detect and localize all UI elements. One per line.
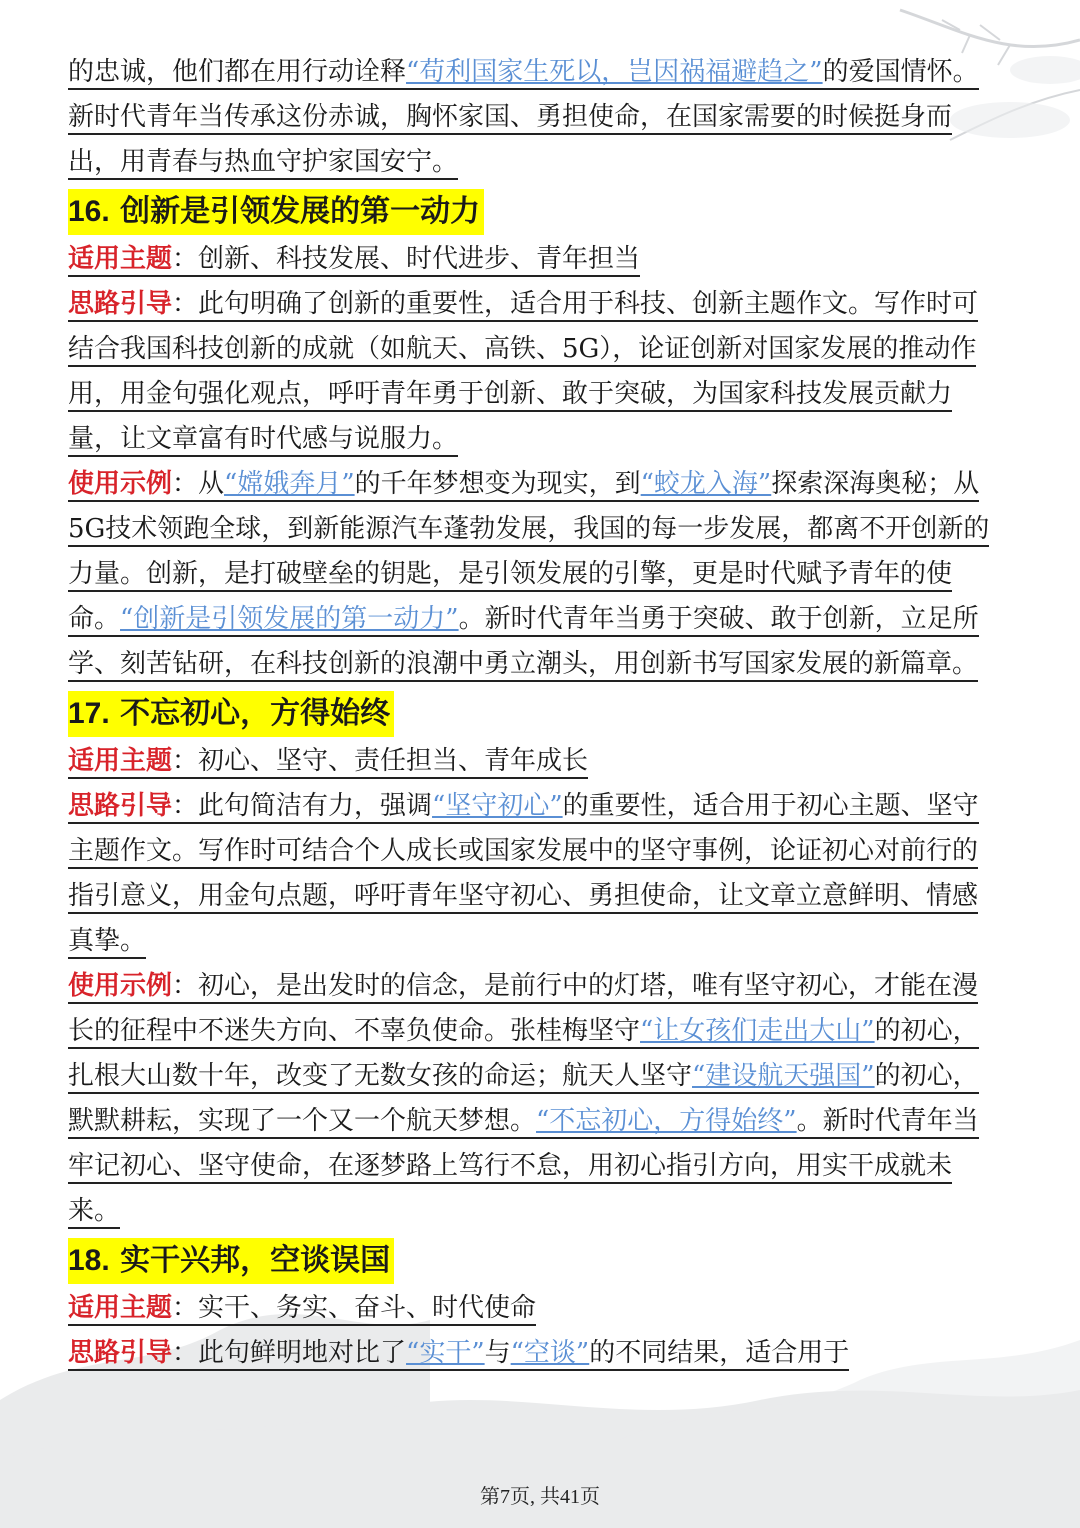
section-18-title: 实干兴邦，空谈误国 bbox=[120, 1243, 391, 1278]
section-18-guide bbox=[68, 1331, 996, 1376]
section-16 bbox=[68, 185, 996, 687]
section-18-topic bbox=[68, 1286, 996, 1331]
example-quote-2: “蛟龙入海” bbox=[640, 469, 772, 499]
topic-label: 适用主题 bbox=[68, 746, 173, 776]
intro-text-2: 的爱国情怀。新时代青年当传承这份赤诚，胸怀家国、勇担使命，在国家需要的时候挺身而出，用青春与热血守护家国安宁。 bbox=[68, 57, 979, 177]
section-18-heading bbox=[68, 1238, 394, 1284]
intro-paragraph bbox=[68, 50, 996, 185]
example-text-1: ：从 bbox=[172, 469, 225, 499]
section-16-example bbox=[68, 462, 996, 687]
guide-text-1: ：此句简洁有力，强调 bbox=[172, 791, 433, 821]
guide-label: 思路引导 bbox=[68, 791, 173, 821]
section-16-title: 创新是引领发展的第一动力 bbox=[120, 194, 481, 229]
page-number: 第7页, 共41页 bbox=[480, 1486, 600, 1508]
section-16-topic bbox=[68, 237, 996, 282]
guide-text: ：此句明确了创新的重要性，适合用于科技、创新主题作文。写作时可结合我国科技创新的成就（如航天、高铁、5G），论证创新对国家发展的推动作用，用金句强化观点，呼吁青年勇于创新、敢于突破，为国家科技发展贡献力量，让文章富有时代感与说服力。 bbox=[68, 289, 979, 454]
example-text-2: 的千年梦想变为现实，到 bbox=[354, 469, 641, 499]
example-quote-1: “让女孩们走出大山” bbox=[640, 1016, 875, 1046]
section-17-example bbox=[68, 964, 996, 1234]
intro-text-1: 的忠诚，他们都在用行动诠释 bbox=[68, 57, 407, 87]
section-17-guide bbox=[68, 784, 996, 964]
section-16-heading bbox=[68, 189, 484, 235]
section-16-number: 16. bbox=[68, 195, 110, 228]
section-17 bbox=[68, 687, 996, 1234]
document-body bbox=[68, 50, 996, 1376]
example-text-2: 的初心，扎根大山数十年，改变了无数女孩的命运；航天人坚守 bbox=[68, 1016, 979, 1091]
topic-label: 适用主题 bbox=[68, 244, 173, 274]
section-17-number: 17. bbox=[68, 697, 110, 730]
guide-text-2: 与 bbox=[484, 1338, 511, 1368]
example-label: 使用示例 bbox=[68, 971, 173, 1001]
section-16-guide bbox=[68, 282, 996, 462]
example-text-1: ：初心，是出发时的信念，是前行中的灯塔，唯有坚守初心，才能在漫长的征程中不迷失方向、不辜负使命。张桂梅坚守 bbox=[68, 971, 979, 1046]
example-quote-1: “嫦娥奔月” bbox=[224, 469, 355, 499]
topic-label: 适用主题 bbox=[68, 1293, 173, 1323]
guide-quote-1: “坚守初心” bbox=[432, 791, 563, 821]
guide-text-1: ：此句鲜明地对比了 bbox=[172, 1338, 407, 1368]
example-text-4: 。新时代青年当牢记初心、坚守使命，在逐梦路上笃行不怠，用初心指引方向，用实干成就未来。 bbox=[68, 1106, 979, 1226]
intro-quote: “苟利国家生死以，岂因祸福避趋之” bbox=[406, 57, 823, 87]
guide-text-3: 的不同结果，适合用于 bbox=[589, 1338, 850, 1368]
section-18-number: 18. bbox=[68, 1244, 110, 1277]
guide-text-2: 的重要性，适合用于初心主题、坚守主题作文。写作时可结合个人成长或国家发展中的坚守事例，论证初心对前行的指引意义，用金句点题，呼吁青年坚守初心、勇担使命，让文章立意鲜明、情感真挚。 bbox=[68, 791, 979, 956]
section-18 bbox=[68, 1234, 996, 1376]
topic-text: ：实干、务实、奋斗、时代使命 bbox=[172, 1293, 537, 1323]
section-17-topic bbox=[68, 739, 996, 784]
example-text-4: 。新时代青年当勇于突破、敢于创新，立足所学、刻苦钻研，在科技创新的浪潮中勇立潮头，用创新书写国家发展的新篇章。 bbox=[68, 604, 979, 679]
section-17-heading bbox=[68, 691, 394, 737]
guide-quote-1: “实干” bbox=[406, 1338, 485, 1368]
topic-text: ：初心、坚守、责任担当、青年成长 bbox=[172, 746, 589, 776]
topic-text: ：创新、科技发展、时代进步、青年担当 bbox=[172, 244, 641, 274]
guide-quote-2: “空谈” bbox=[510, 1338, 590, 1368]
example-quote-2: “建设航天强国” bbox=[692, 1061, 875, 1091]
example-quote-3: “不忘初心，方得始终” bbox=[536, 1106, 797, 1136]
example-text-3: 的初心，默默耕耘，实现了一个又一个航天梦想。 bbox=[68, 1061, 979, 1136]
guide-label: 思路引导 bbox=[68, 289, 173, 319]
section-17-title: 不忘初心，方得始终 bbox=[120, 696, 391, 731]
example-quote-3: “创新是引领发展的第一动力” bbox=[120, 604, 459, 634]
guide-label: 思路引导 bbox=[68, 1338, 173, 1368]
example-label: 使用示例 bbox=[68, 469, 173, 499]
example-text-3: 探索深海奥秘；从5G技术领跑全球，到新能源汽车蓬勃发展，我国的每一步发展，都离不开创新的力量。创新，是打破壁垒的钥匙，是引领发展的引擎，更是时代赋予青年的使命。 bbox=[68, 469, 990, 634]
